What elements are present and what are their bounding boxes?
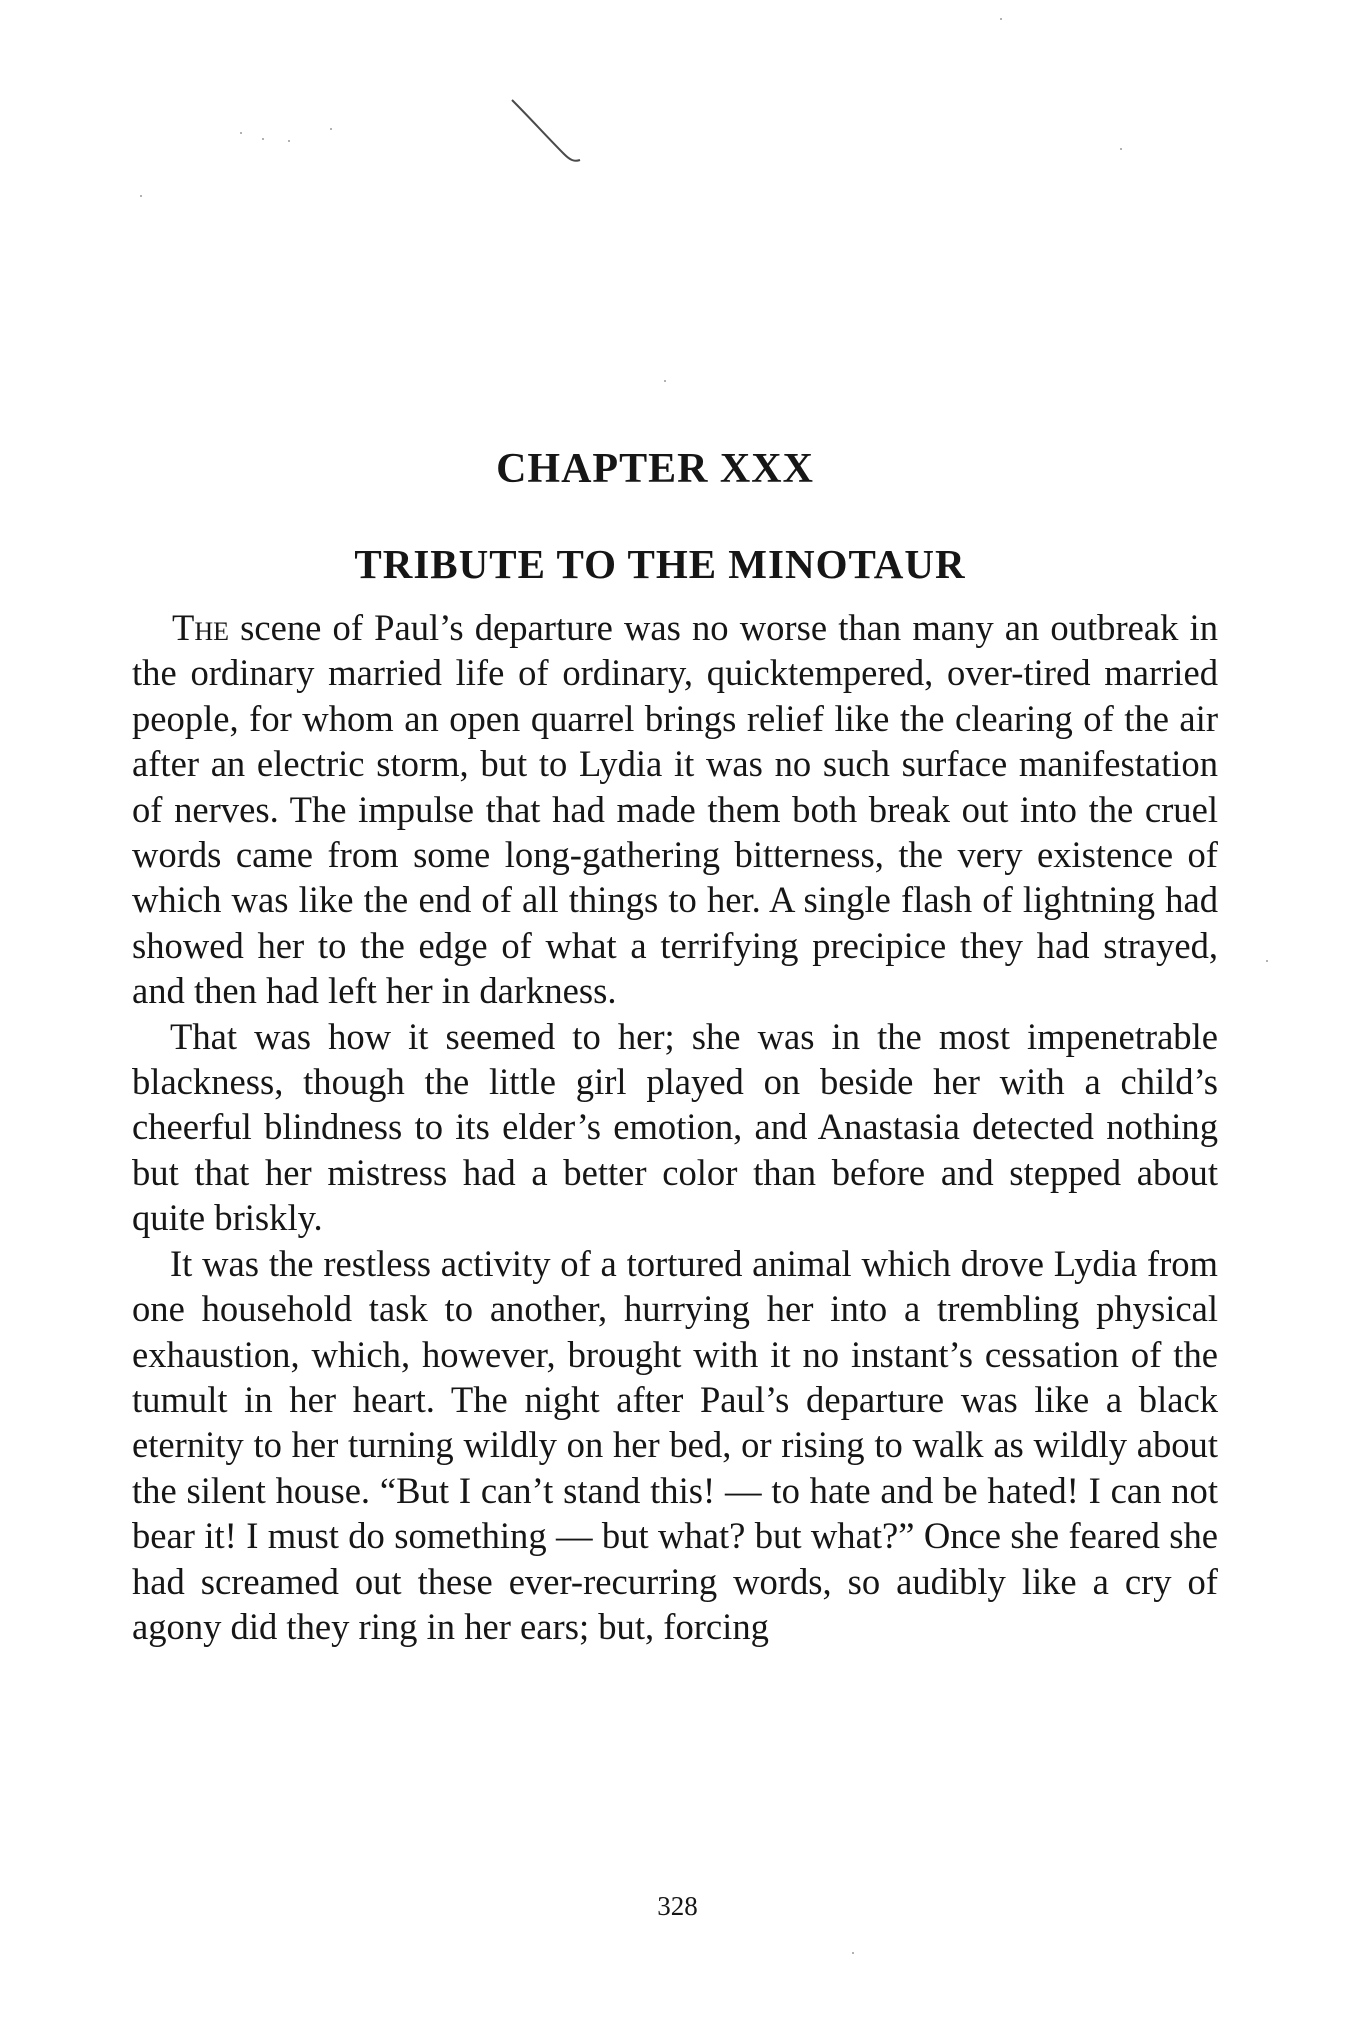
paper-speck bbox=[1120, 148, 1122, 150]
chapter-title: TRIBUTE TO THE MINOTAUR bbox=[354, 541, 966, 588]
paper-speck bbox=[240, 132, 242, 134]
chapter-body bbox=[132, 605, 1218, 1649]
paper-speck bbox=[140, 195, 142, 197]
paragraph bbox=[132, 605, 1218, 1014]
paragraph-lead-word: The bbox=[172, 607, 230, 648]
chapter-number: CHAPTER XXX bbox=[496, 446, 814, 493]
paper-speck bbox=[1000, 18, 1002, 20]
paper-speck bbox=[664, 380, 666, 382]
paper-speck bbox=[852, 1952, 854, 1954]
paper-speck bbox=[1266, 960, 1268, 962]
paper-speck bbox=[288, 140, 290, 142]
paper-speck bbox=[330, 128, 332, 130]
paper-speck bbox=[262, 138, 264, 140]
stray-pencil-mark bbox=[510, 96, 600, 168]
paragraph: It was the restless activity of a tortured animal which drove Lydia from one household task to another, hurrying her into a trembling physical exhaustion, which, however, brought with it no instant’s cessation of the tumult in her heart. The night after Paul’s departure was like a black eternity to her turning wildly on her bed, or rising to walk as wildly about the silent house. “But I can’t stand this! — to hate and be hated! I can not bear it! I must do something — but what? but what?” Once she feared she had screamed out these ever-recurring words, so audibly like a cry of agony did they ring in her ears; but, forcing bbox=[132, 1242, 1218, 1647]
page-number: 328 bbox=[657, 1891, 698, 1921]
paragraph: That was how it seemed to her; she was in the most impenetrable blackness, though the little girl played on beside her with a child’s cheerful blindness to its elder’s emotion, and Anastasia detected nothing but that her mistress had a better color than before and stepped about quite briskly. bbox=[132, 1015, 1218, 1239]
paragraph-text: scene of Paul’s departure was no worse than many an outbreak in the ordinary married life of ordinary, quicktempered, over-tired married people, for whom an open quarrel brings relief like the clearing of the air after an electric storm, but to Lydia it was no such surface manifestation of nerves. The impulse that had made them both break out into the cruel words came from some long-gathering bitterness, the very existence of which was like the end of all things to her. A single flash of lightning had showed her to the edge of what a terrifying precipice they had strayed, and then had left her in darkness. bbox=[132, 607, 1218, 1012]
